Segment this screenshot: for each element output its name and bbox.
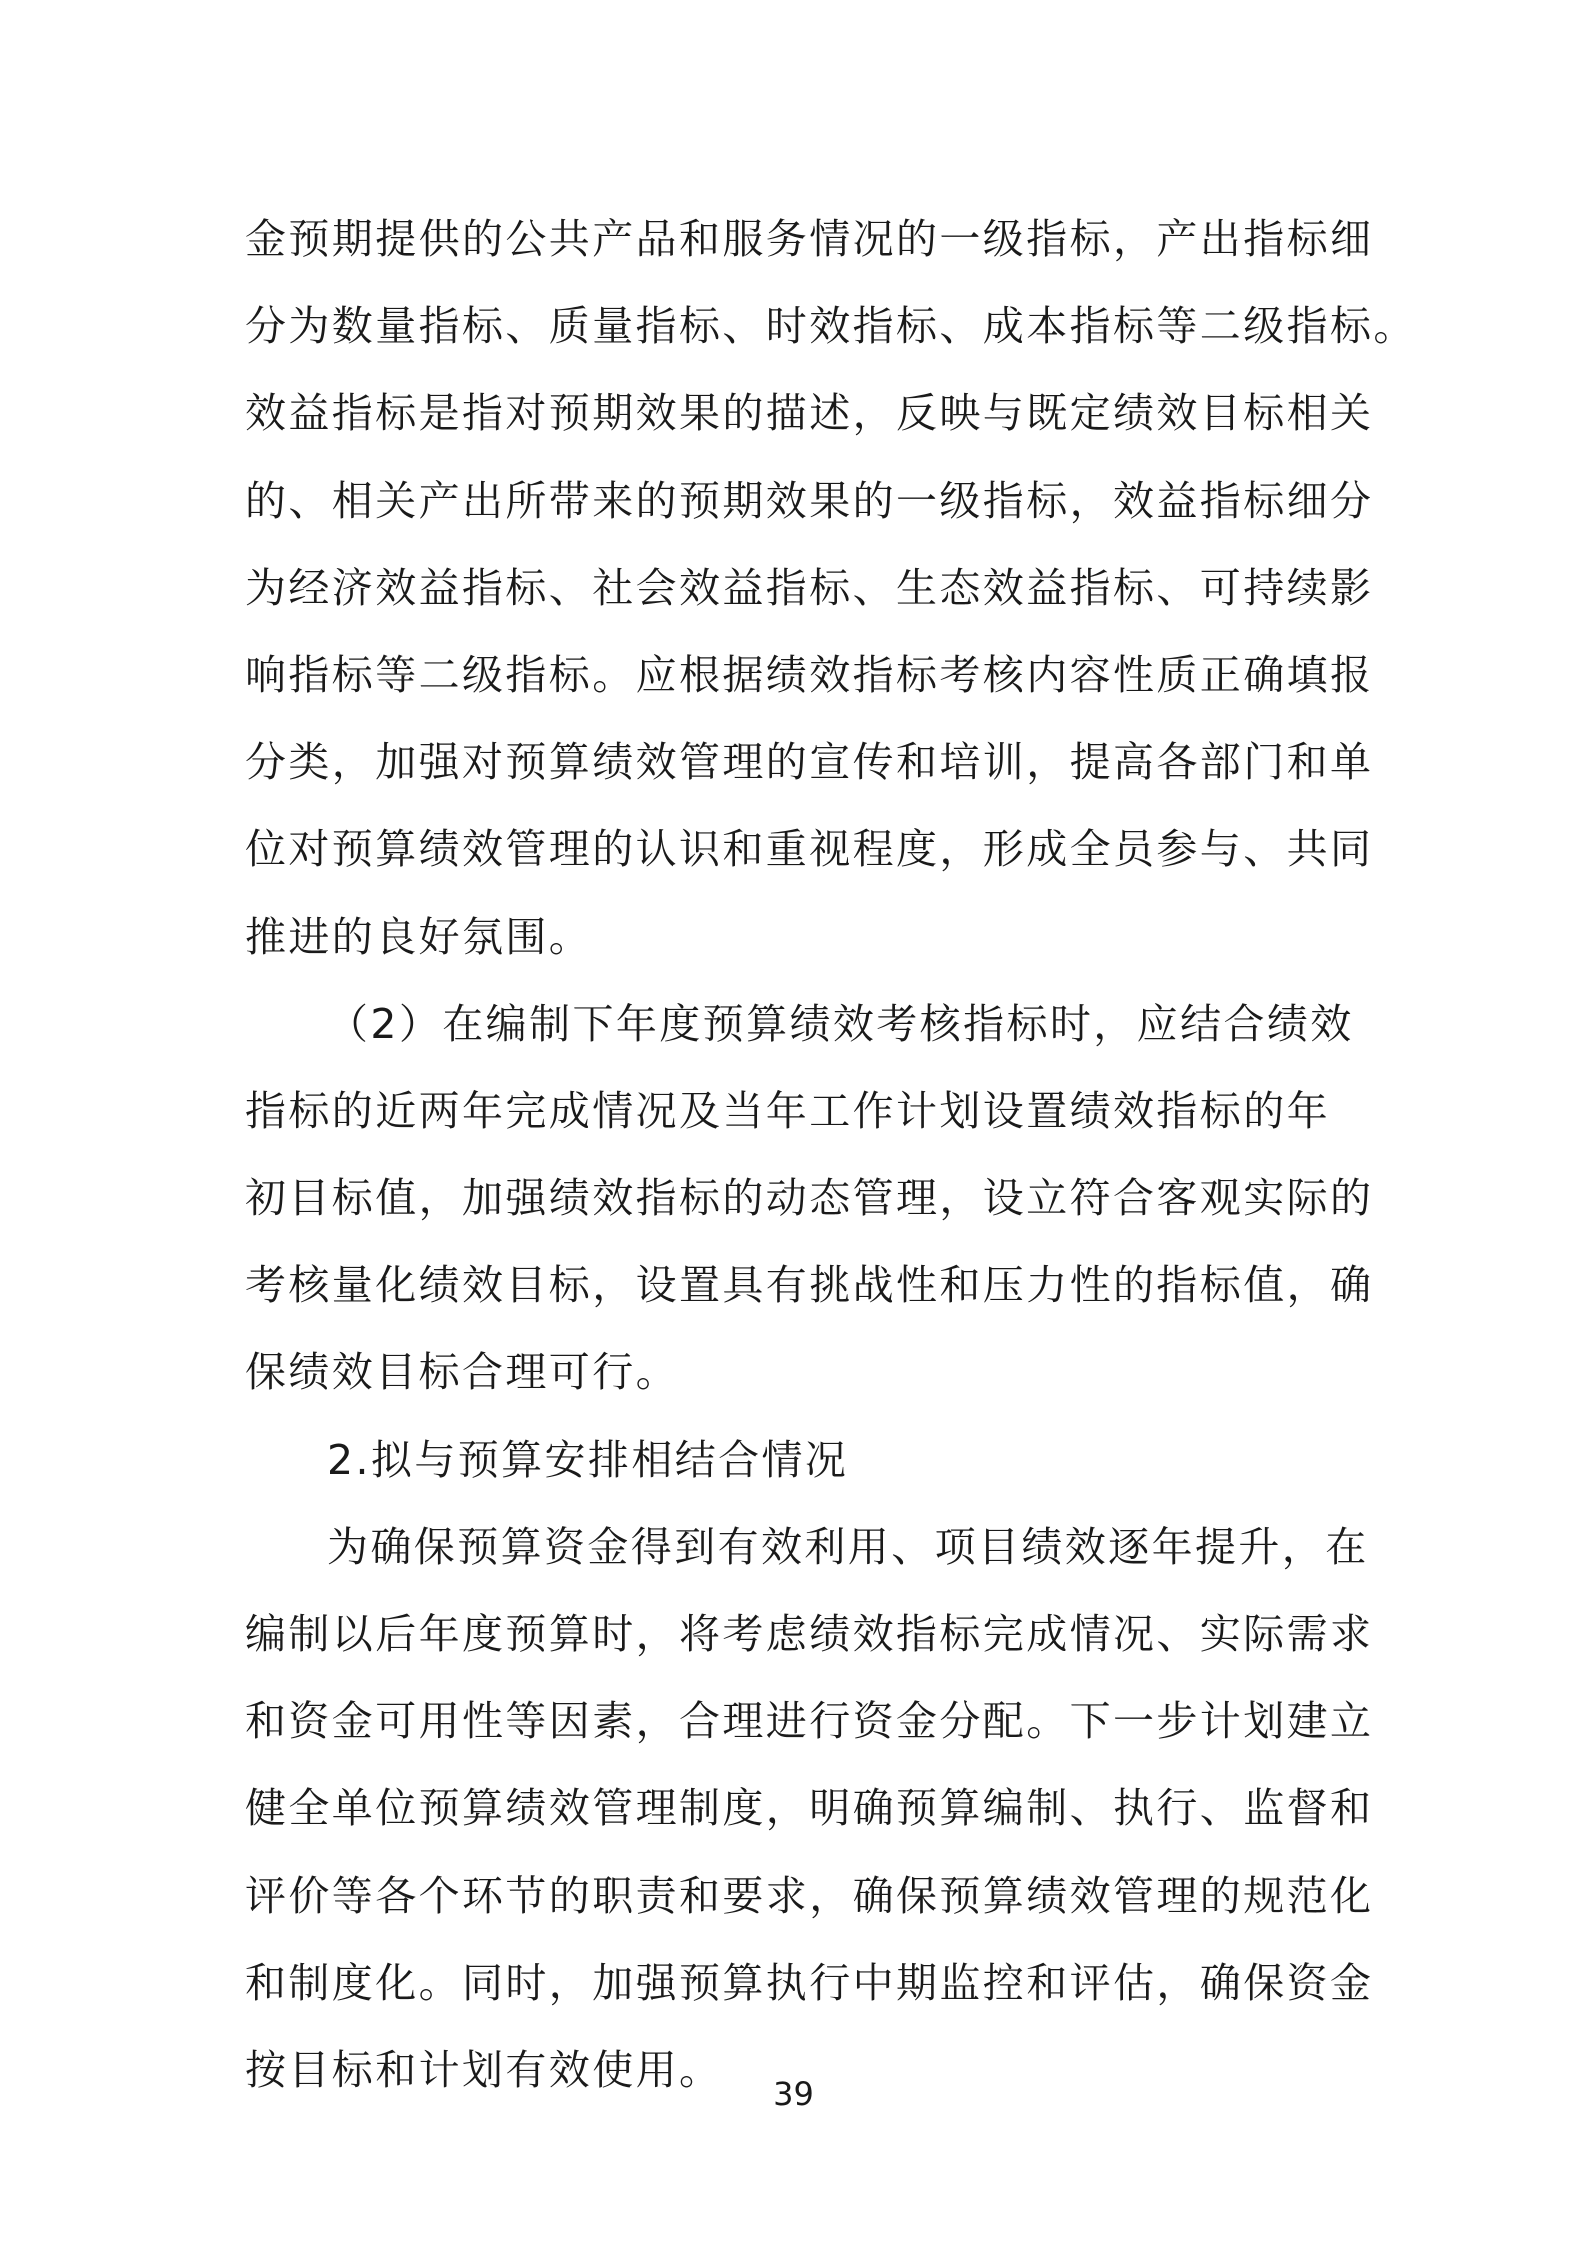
text-line: 和制度化。同时，加强预算执行中期监控和评估，确保资金 — [245, 1958, 1374, 2007]
text-line: 的、相关产出所带来的预期效果的一级指标，效益指标细分 — [245, 476, 1374, 525]
text-line: 分类，加强对预算绩效管理的宣传和培训，提高各部门和单 — [245, 738, 1374, 787]
text-line: 位对预算绩效管理的认识和重视程度，形成全员参与、共同 — [245, 825, 1374, 874]
section-heading: 2.拟与预算安排相结合情况 — [327, 1435, 849, 1484]
text-line: 编制以后年度预算时，将考虑绩效指标完成情况、实际需求 — [245, 1610, 1374, 1658]
text-line: 和资金可用性等因素，合理进行资金分配。下一步计划建立 — [245, 1697, 1374, 1746]
text-line: 初目标值，加强绩效指标的动态管理，设立符合客观实际的 — [245, 1174, 1374, 1223]
paragraph-start-line: 为确保预算资金得到有效利用、项目绩效逐年提升，在 — [327, 1522, 1369, 1571]
text-line: 保绩效目标合理可行。 — [245, 1348, 679, 1397]
text-line: 分为数量指标、质量指标、时效指标、成本指标等二级指标。 — [245, 302, 1417, 351]
body-text — [245, 196, 1417, 2114]
text-line: 推进的良好氛围。 — [245, 912, 593, 961]
page-number: 39 — [773, 2075, 814, 2113]
paragraph-start-line: （2）在编制下年度预算绩效考核指标时，应结合绩效 — [327, 999, 1354, 1048]
text-line: 效益指标是指对预期效果的描述，反映与既定绩效目标相关 — [245, 389, 1374, 438]
text-line: 健全单位预算绩效管理制度，明确预算编制、执行、监督和 — [245, 1784, 1374, 1833]
text-line: 考核量化绩效目标，设置具有挑战性和压力性的指标值，确 — [245, 1261, 1374, 1310]
text-line: 为经济效益指标、社会效益指标、生态效益指标、可持续影 — [245, 563, 1374, 612]
text-line: 指标的近两年完成情况及当年工作计划设置绩效指标的年 — [245, 1086, 1330, 1135]
text-line: 按目标和计划有效使用。 — [245, 2045, 723, 2094]
text-line: 评价等各个环节的职责和要求，确保预算绩效管理的规范化 — [245, 1871, 1374, 1920]
text-line: 响指标等二级指标。应根据绩效指标考核内容性质正确填报 — [245, 650, 1374, 699]
text-line: 金预期提供的公共产品和服务情况的一级指标，产出指标细 — [245, 215, 1374, 263]
